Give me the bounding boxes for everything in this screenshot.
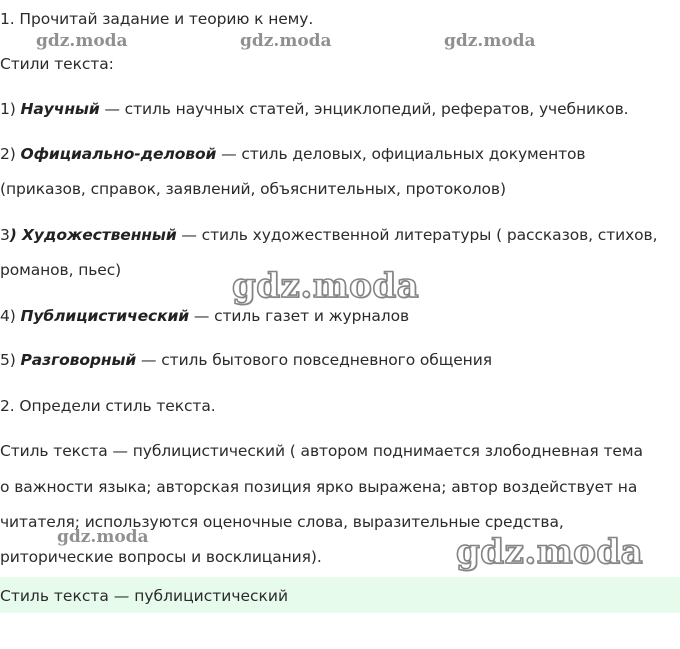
style-item-4 (0, 306, 409, 326)
watermark-logo: gdz.moda (456, 532, 644, 572)
style-item-5-name: Разговорный (20, 351, 137, 369)
style-item-3-description: — стиль художественной литературы ( рассказов, стихов, (176, 226, 658, 244)
watermark-logo: gdz.moda (36, 31, 128, 51)
style-item-4-number: 4) (0, 307, 21, 325)
style-item-3-number: 3 (0, 226, 10, 244)
explanation-line-4: риторические вопросы и восклицания). (0, 548, 322, 566)
style-item-1 (0, 99, 629, 119)
explanation-line-1: Стиль текста — публицистический ( автором поднимается злободневная тема (0, 442, 643, 460)
style-item-5-description: — стиль бытового повседневного общения (136, 351, 492, 369)
style-item-5 (0, 350, 492, 370)
task-2-text: 2. Определи стиль текста. (0, 397, 216, 415)
answer-text: Стиль текста — публицистический (0, 587, 289, 605)
style-item-2 (0, 144, 585, 164)
explanation-line-2: о важности языка; авторская позиция ярко выражена; автор воздействует на (0, 478, 638, 496)
style-item-2-name: Официально-деловой (20, 145, 217, 163)
task-1-text: 1. Прочитай задание и теорию к нему. (0, 10, 314, 28)
style-item-1-description: — стиль научных статей, энциклопедий, рефератов, учебников. (99, 100, 629, 118)
style-item-2-continuation: (приказов, справок, заявлений, объяснительных, протоколов) (0, 180, 506, 198)
style-item-5-number: 5) (0, 351, 21, 369)
style-item-3 (0, 225, 657, 245)
answer-box (0, 577, 680, 613)
styles-heading: Стили текста: (0, 55, 114, 73)
explanation-line-3: читателя; используются оценочные слова, выразительные средства, (0, 513, 564, 531)
style-item-1-name: Научный (20, 100, 100, 118)
style-item-3-name: ) Художественный (9, 226, 177, 244)
watermark-logo: gdz.moda (232, 266, 420, 306)
watermark-logo: gdz.moda (240, 31, 332, 51)
style-item-4-description: — стиль газет и журналов (189, 307, 409, 325)
style-item-2-number: 2) (0, 145, 21, 163)
style-item-3-continuation: романов, пьес) (0, 261, 122, 279)
watermark-logo: gdz.moda (444, 31, 536, 51)
style-item-1-number: 1) (0, 100, 21, 118)
watermark-logo: gdz.moda (57, 527, 149, 547)
style-item-4-name: Публицистический (20, 307, 190, 325)
style-item-2-description: — стиль деловых, официальных документов (216, 145, 586, 163)
